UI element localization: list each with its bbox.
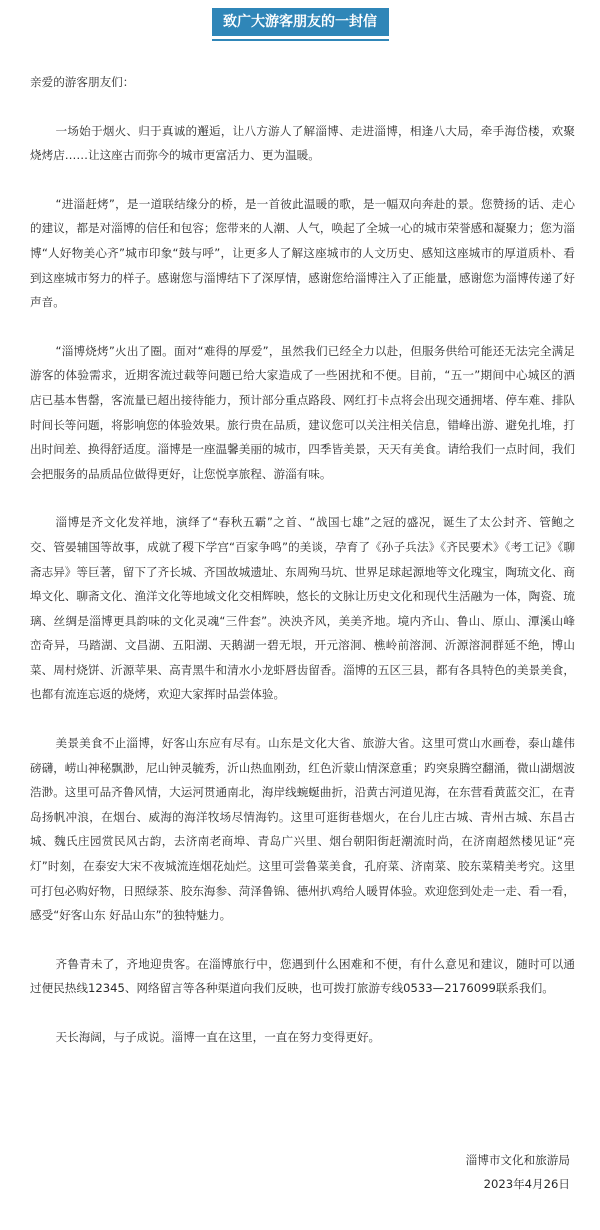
title-area — [0, 8, 600, 36]
signature-date: 2023年4月26日 — [483, 1177, 570, 1191]
paragraph-1: 一场始于烟火、归于真诚的邂逅，让八方游人了解淄博、走进淄博，相逢八大局，牵手海岱楼，欢聚烧烤店……让这座古而弥今的城市更富活力、更为温暖。 — [30, 123, 575, 163]
letter-title: 致广大游客朋友的一封信 — [223, 14, 377, 30]
paragraph-4: 淄博是齐文化发祥地，演绎了“春秋五霸”之首、“战国七雄”之冠的盛况，诞生了太公封齐、管鲍之交、管晏辅国等故事，成就了稷下学宫“百家争鸣”的美谈，孕育了《孙子兵法》《齐民要术》《考工记》《聊斋志异》等巨著，留下了齐长城、齐国故城遗址、东周殉马坑、世界足球起源地等文化瑰宝，陶琉文化、商埠文化、聊斋文化、渔洋文化等地域文化交相辉映，悠长的文脉让历史文化和现代生活融为一体，陶瓷、琉璃、丝绸是淄博更具韵味的文化灵魂“三件套”。泱泱齐风，美美齐地。境内齐山、鲁山、原山、潭溪山峰峦奇异，马踏湖、文昌湖、五阳湖、天鹅湖一碧无垠，开元溶洞、樵岭前溶洞、沂源溶洞群延不绝，博山菜、周村烧饼、沂源苹果、高青黑牛和清水小龙虾唇齿留香。淄博的五区三县，都有各具特色的美景美食，也都有流连忘返的烧烤，欢迎大家挥时品尝体验。 — [30, 515, 575, 702]
signature-block — [466, 1148, 570, 1196]
paragraph-5: 美景美食不止淄博，好客山东应有尽有。山东是文化大省、旅游大省。这里可赏山水画卷，泰山雄伟磅礴，崂山神秘飘渺，尼山钟灵毓秀，沂山热血刚劲，红色沂蒙山情深意重；趵突泉腾空翻涌，微山湖烟波浩渺。这里可品齐鲁风情，大运河贯通南北，海岸线蜿蜒曲折，沿黄古河道见海，在东营看黄蓝交汇，在青岛扬帆冲浪，在烟台、威海的海洋牧场尽情海钓。这里可逛街巷烟火，在台儿庄古城、青州古城、东昌古城、魏氏庄园赏民风古韵，去济南老商埠、青岛广兴里、烟台朝阳街赶潮流时尚，在济南超然楼见证“亮灯”时刻，在泰安大宋不夜城流连烟花灿烂。这里可尝鲁菜美食，孔府菜、济南菜、胶东菜精美考究。这里可打包必购好物，日照绿茶、胶东海参、菏泽鲁锦、德州扒鸡给人暖胃体验。欢迎您到处走一走、看一看，感受“好客山东 好品山东”的独特魅力。 — [30, 736, 575, 923]
paragraph-6: 齐鲁青未了，齐地迎贵客。在淄博旅行中，您遇到什么困难和不便，有什么意见和建议，随时可以通过便民热线12345、网络留言等各种渠道向我们反映，也可拨打旅游专线0533—2176099联系我们。 — [30, 956, 575, 996]
paragraph-7: 天长海阔，与子成说。淄博一直在这里，一直在努力变得更好。 — [55, 1030, 381, 1044]
signature-org: 淄博市文化和旅游局 — [465, 1153, 570, 1167]
letter-title-banner — [212, 8, 389, 36]
letter-body — [30, 70, 575, 1074]
paragraph-3: “淄博烧烤”火出了圈。面对“难得的厚爱”，虽然我们已经全力以赴，但服务供给可能还无法完全满足游客的体验需求，近期客流过载等问题已给大家造成了一些困扰和不便。目前，“五一”期间中心城区的酒店已基本售罄，客流量已超出接待能力，预计部分重点路段、网红打卡点将会出现交通拥堵、停车难、排队时间长等问题，将影响您的体验效果。旅行贵在品质，建议您可以关注相关信息，错峰出游、避免扎堆，打出时间差、换得舒适度。淄博是一座温馨美丽的城市，四季皆美景，天天有美食。请给我们一点时间，我们会把服务的品质品位做得更好，让您悦享旅程、游淄有味。 — [30, 343, 575, 481]
greeting: 亲爱的游客朋友们： — [30, 75, 135, 89]
title-underline — [212, 39, 389, 41]
paragraph-2: “进淄赶烤”，是一道联结缘分的桥，是一首彼此温暖的歌，是一幅双向奔赴的景。您赞扬的话、走心的建议，都是对淄博的信任和包容；您带来的人潮、人气，唤起了全城一心的城市荣誉感和凝聚力；您为淄博“人好物美心齐”城市印象“鼓与呼”，让更多人了解这座城市的人文历史、感知这座城市的厚道质朴、看到这座城市努力的样子。感谢您与淄博结下了深厚情，感谢您给淄博注入了正能量，感谢您为淄博传递了好声音。 — [30, 196, 575, 310]
